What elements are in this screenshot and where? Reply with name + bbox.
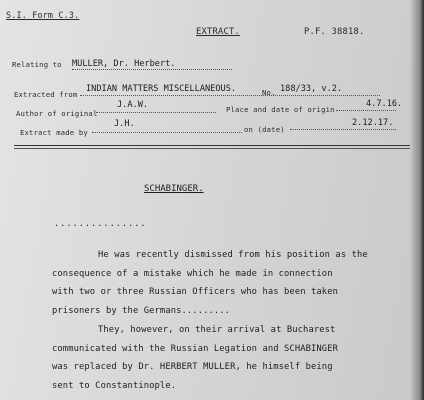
relating-label: Relating to (12, 60, 62, 69)
body-line: They, however, on their arrival at Bucharest (98, 325, 336, 335)
made-label: Extract made by (20, 128, 88, 137)
extracted-value: INDIAN MATTERS MISCELLANEOUS. (86, 84, 237, 94)
header-rule (14, 145, 410, 146)
page-edge-shadow (410, 0, 424, 400)
form-id: S.I. Form C.3. (6, 10, 80, 20)
made-value: J.H. (114, 119, 135, 129)
document-title: EXTRACT. (196, 27, 240, 37)
body-line: He was recently dismissed from his position as the (98, 250, 368, 260)
made-dotted-line (92, 132, 242, 133)
extracted-dotted-line (80, 95, 380, 96)
place-value: 4.7.16. (366, 99, 403, 109)
subject-heading: SCHABINGER. (144, 184, 204, 194)
number-label: No. (262, 88, 276, 97)
body-line: communicated with the Russian Legation and SCHABINGER (52, 344, 338, 354)
extracted-label: Extracted from (14, 90, 78, 99)
author-label: Author of original (16, 109, 98, 118)
separator-dots: ............... (54, 219, 147, 229)
on-date-label: on (date) (244, 125, 285, 134)
body-line: prisoners by the Germans......... (52, 306, 231, 316)
number-value: 188/33, v.2. (280, 84, 343, 94)
body-line: sent to Constantinople. (52, 381, 177, 391)
on-date-dotted-line (290, 129, 396, 130)
body-line: was replaced by Dr. HERBERT MULLER, he himself being (52, 362, 333, 372)
body-line: with two or three Russian Officers who has been taken (52, 287, 338, 297)
pf-number: P.F. 38818. (304, 27, 365, 37)
place-dotted-line (336, 110, 396, 111)
relating-value: MULLER, Dr. Herbert. (72, 59, 176, 69)
on-date-value: 2.12.17. (352, 118, 394, 128)
author-value: J.A.W. (117, 100, 149, 110)
author-dotted-line (96, 112, 216, 113)
relating-dotted-line (72, 69, 232, 70)
place-label: Place and date of origin (226, 105, 335, 114)
body-line: consequence of a mistake which he made in connection (52, 269, 333, 279)
header-rule-secondary (14, 148, 410, 149)
